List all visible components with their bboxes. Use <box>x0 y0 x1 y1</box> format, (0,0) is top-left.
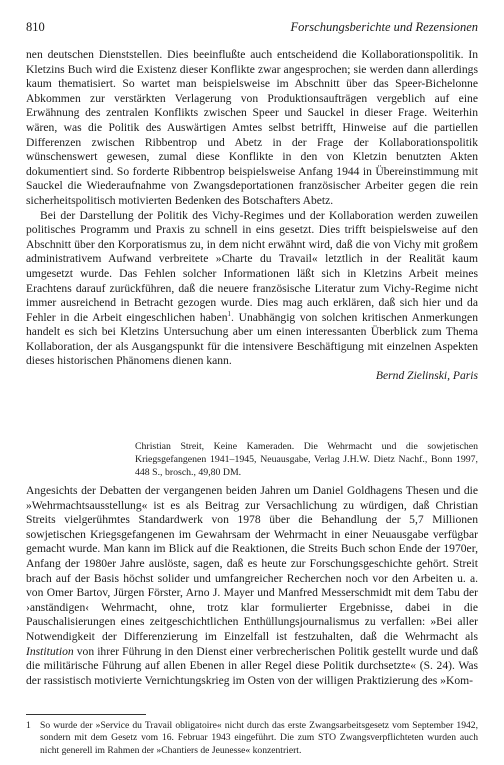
review-2-body <box>26 484 478 688</box>
review-1-paragraph-2-text: Bei der Darstellung der Politik des Vichy-Regimes und der Kollaboration werden zuweilen politisches Programm und Praxis zu schnell in eins gesetzt. Dies trifft beispielsweise auf den Abschnitt über den Korporatismus zu, in dem nicht erwähnt wird, daß die von Vichy mit großem administrativem Aufwand verbreitete »Charte du Travail« letztlich in der Realität kaum umgesetzt wurde. Das Fehlen solcher Informationen läßt sich in Kletzins Arbeit meines Erachtens darauf zurückführen, daß die neuere französische Literatur zum Vichy-Regime nicht immer ausreichend in Betracht gezogen wurde. Dies mag auch erklären, daß sich hier und da Fehler in die Arbeit eingeschlichen haben <box>26 208 478 324</box>
footnote-divider <box>26 714 146 715</box>
review-2-paragraph-1 <box>26 484 478 688</box>
running-title: Forschungsberichte und Rezensionen <box>290 20 478 34</box>
page-number: 810 <box>26 20 45 34</box>
footnote-marker: 1 <box>227 309 232 318</box>
review-2-italic-term: Institution <box>26 644 74 658</box>
footnote <box>26 720 478 757</box>
page-header <box>26 20 478 38</box>
review-1-paragraph-2 <box>26 209 478 370</box>
review-1-paragraph-1: nen deutschen Dienststellen. Dies beeinflußte auch entscheidend die Kollaborationspolitik. In Kletzins Buch wird die Existenz dieser Konflikte zwar angesprochen; sie werden dann allerdings kaum thematisiert. So wartet man beispielsweise im Abschnitt über das Speer-Bichelonne Abkommen zur verstärkten Verlagerung von Produktionsaufträgen vergeblich auf eine Erwähnung des zentralen Konflikts zwischen Speer und Sauckel in dieser Frage. Weiterhin wären, was die Politik des Auswärtigen Amtes selbst betrifft, Hinweise auf die partiellen Differenzen zwischen Ribbentrop und Abetz in der Frage der Kollaborationspolitik wünschenswert gewesen, zumal diese Konflikte in den von Kletzin benutzten Akten dokumentiert sind. So forderte Ribbentrop beispielsweise Anfang 1944 in Übereinstimmung mit Sauckel die Wiederaufnahme von Zwangsdeportationen französischer Arbeiter gegen die rein sicherheitspolitisch motivierten Bedenken des Botschafters Abetz. <box>26 48 478 207</box>
footnote-text: So wurde der »Service du Travail obligatoire« nicht durch das erste Zwangsarbeitsgesetz vom September 1942, sondern mit dem Gesetz vom 16. Februar 1943 eingeführt. Die zum STO Zwangsverpflichteten wurden auch nicht generell im Rahmen der »Chantiers de Jeunesse« konzentriert. <box>40 720 478 756</box>
review-1-paragraph-2-end: . Unabhängig von solchen kritischen Anmerkungen handelt es sich bei Kletzins Untersuchung aber um einen interessanten Überblick zum Thema Kollaboration, der als Ausgangspunkt für die intensivere Beschäftigung mit einzelnen Aspekten dieses historischen Phänomens dienen kann. <box>26 310 478 368</box>
reviewer-signature: Bernd Zielinski, Paris <box>375 369 478 383</box>
review-1-body <box>26 48 478 384</box>
footnote-number: 1 <box>26 720 31 731</box>
book-citation: Christian Streit, Keine Kameraden. Die Wehrmacht und die sowjetischen Kriegsgefangenen 1941–1945, Neuausgabe, Verlag J.H.W. Dietz Nachf., Bonn 1997, 448 S., brosch., 49,80 DM. <box>135 441 478 478</box>
review-2-text-b: von ihrer Führung in den Dienst einer verbrecherischen Politik gestellt wurde und daß die militärische Führung auf allen Ebenen in aller Regel diese Politik durchsetzte« (S. 24). Was der rassistisch motivierte Vernichtungskrieg im Osten von der willigen Praktizierung des »Kom- <box>26 644 478 687</box>
review-2-text-a: Angesichts der Debatten der vergangenen beiden Jahren um Daniel Goldhagens Thesen und die »Wehrmachtsausstellung« ist es als Beitrag zur Versachlichung zu würdigen, daß Christian Streits vielgerühmtes Standardwerk von 1978 über die Behandlung der 5,7 Millionen sowjetischen Kriegsgefangenen im Gewahrsam der Wehrmacht in einer Neuausgabe verfügbar gemacht wurde. Man kann im Blick auf die Reaktionen, die Streits Buch schon Ende der 1970er, Anfang der 1980er Jahre auslöste, sagen, daß es heute zur Forschungsgeschichte gehört. Streit brach auf der Basis höchst solider und umfangreicher Recherchen noch vor den Arbeiten u. a. von Omer Bartov, Jürgen Förster, Arno J. Mayer und Manfred Messerschmidt mit dem Tabu der ›anständigen‹ Wehrmacht, ohne, trotz klar formulierter Ergebnisse, dabei in die Pauschalisierungen eines zeitgeschichtlichen Enthüllungsjournalismus zu verfallen: »Bei aller Notwendigkeit der Differenzierung im Einzelfall ist festzuhalten, daß die Wehrmacht als <box>26 484 478 643</box>
